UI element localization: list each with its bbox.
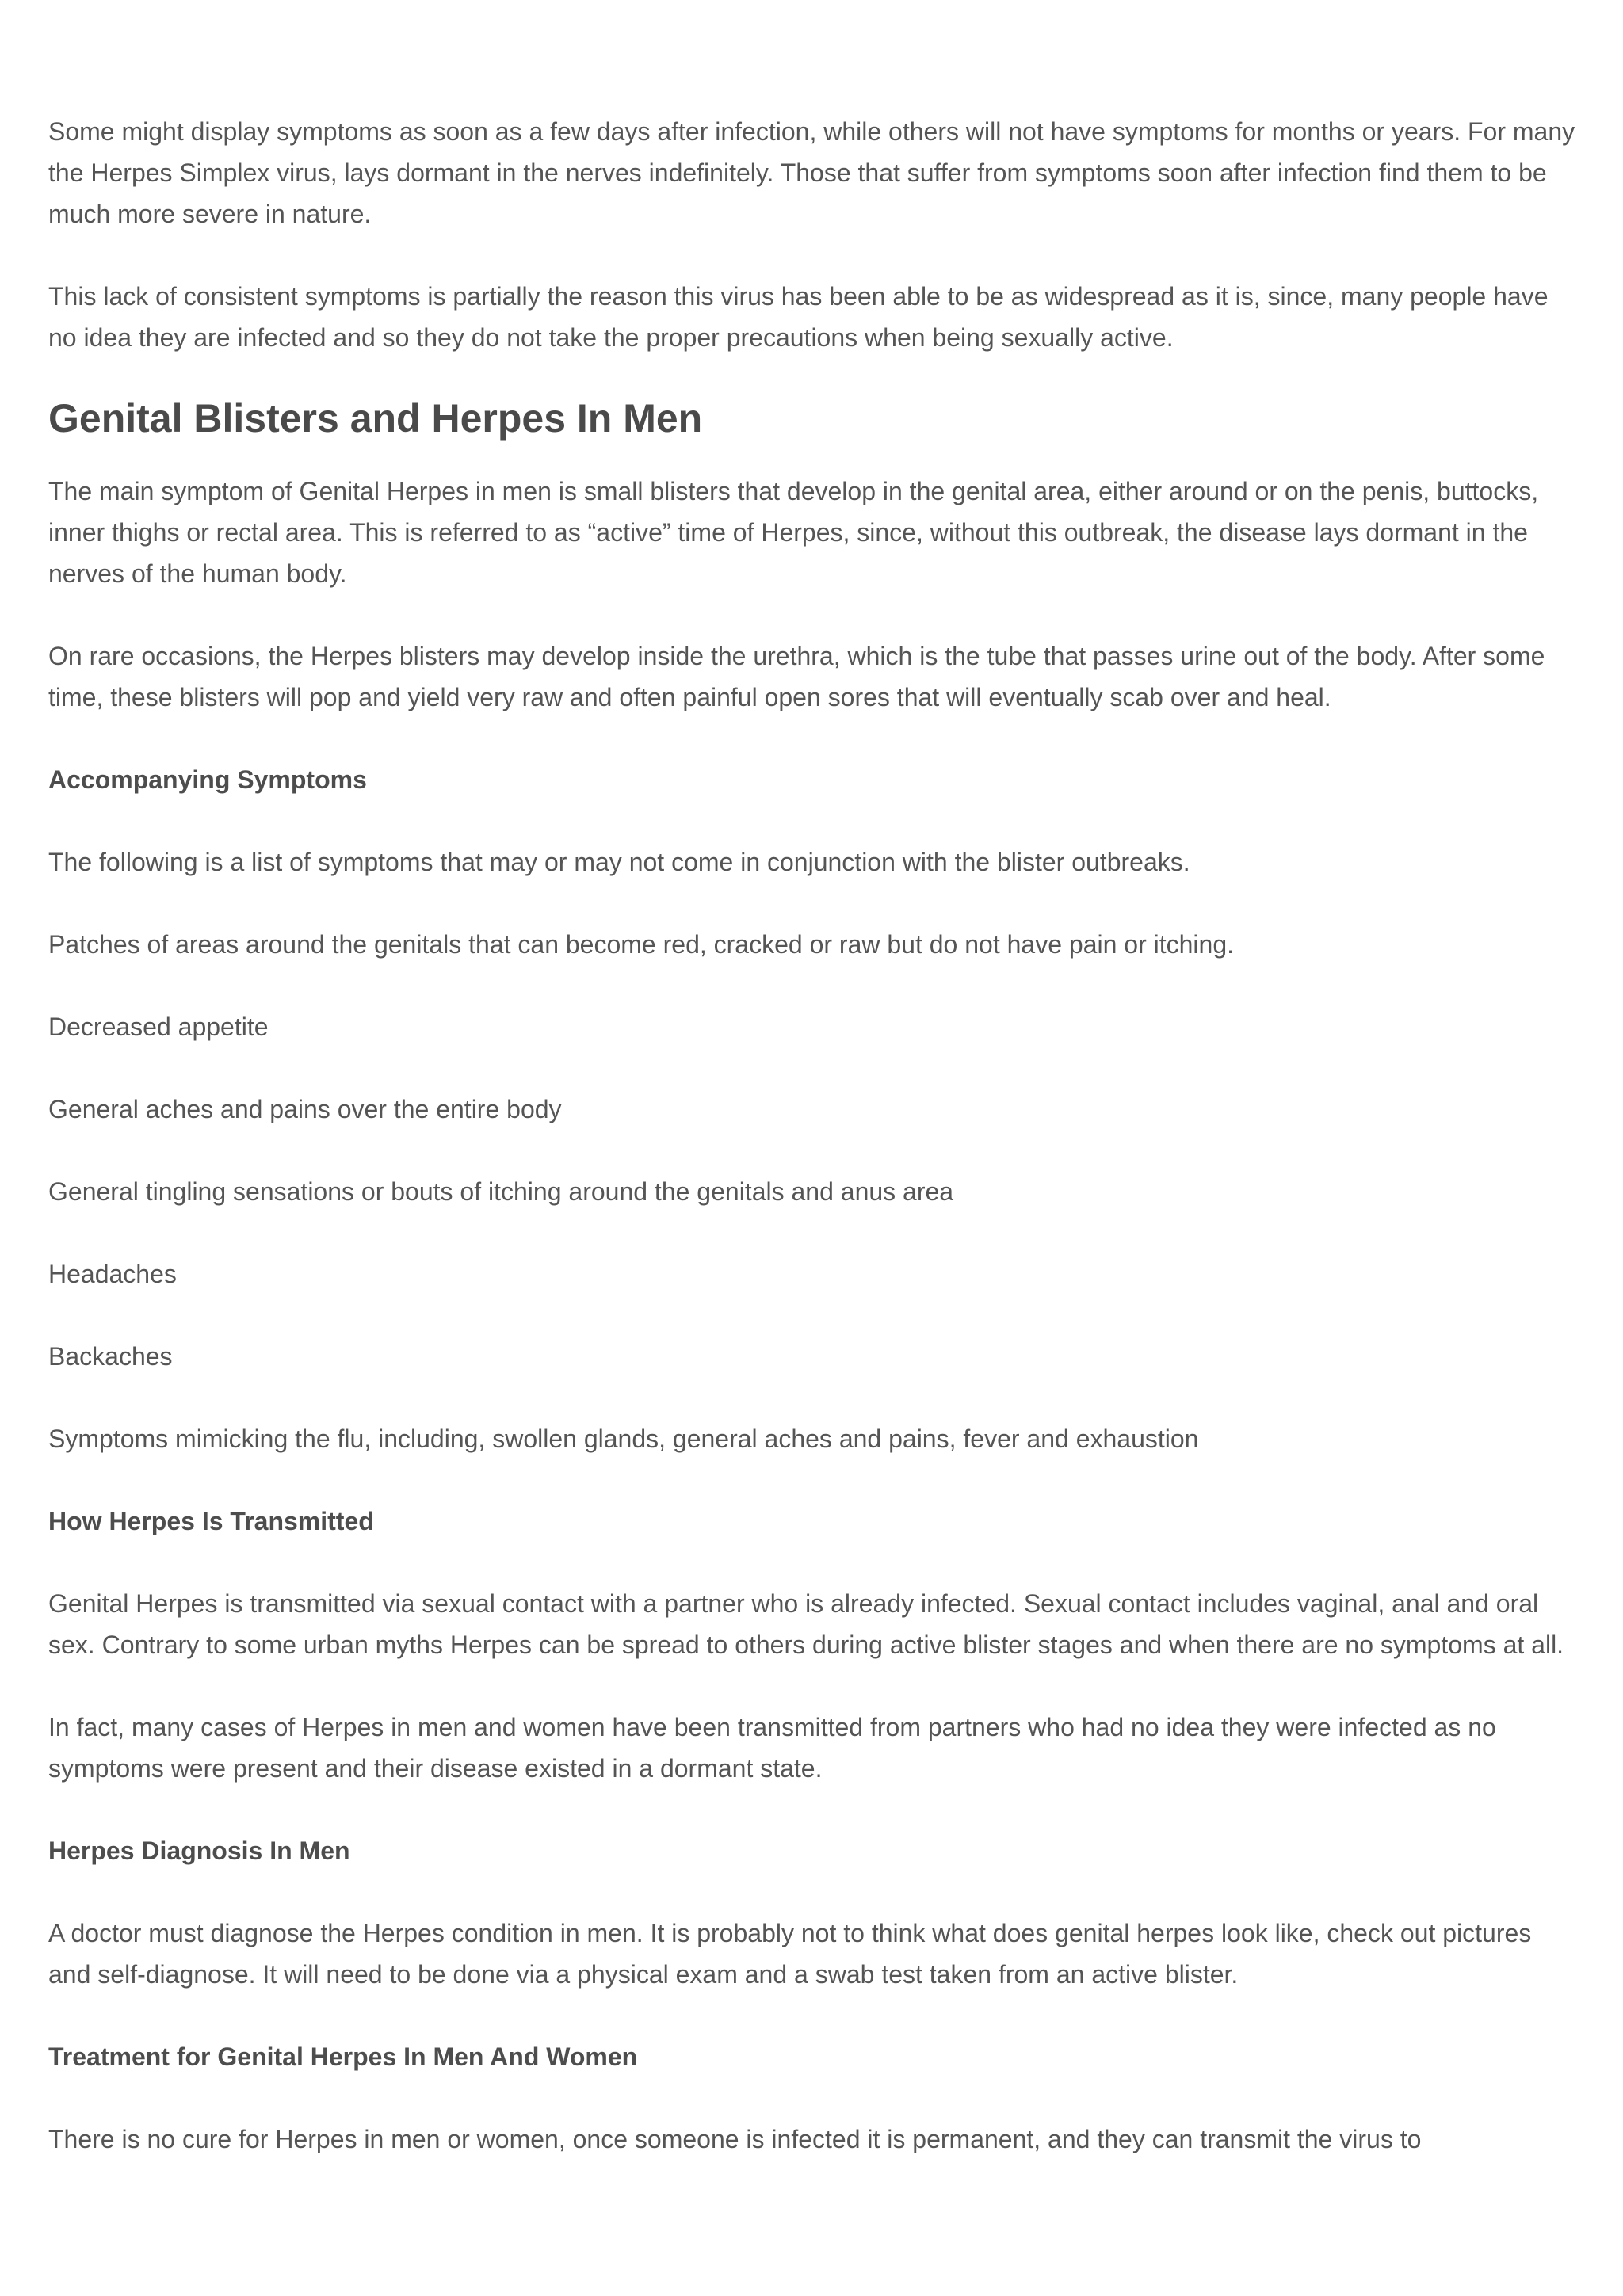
transmission-heading: How Herpes Is Transmitted (48, 1507, 374, 1535)
symptom-item: Decreased appetite (48, 1013, 269, 1041)
symptom-item: General aches and pains over the entire body (48, 1095, 562, 1123)
transmission-paragraph-2: In fact, many cases of Herpes in men and women have been transmitted from partners who had no idea they were infected as no symptoms were present and their disease existed in a dormant state. (48, 1713, 1496, 1783)
symptom-item: Symptoms mimicking the flu, including, swollen glands, general aches and pains, fever and exhaustion (48, 1425, 1199, 1453)
intro-paragraph-2: This lack of consistent symptoms is partially the reason this virus has been able to be as widespread as it is, since, many people have no idea they are infected and so they do not take the proper precautions when being sexually active. (48, 282, 1549, 352)
section-title: Genital Blisters and Herpes In Men (48, 396, 703, 441)
diagnosis-heading: Herpes Diagnosis In Men (48, 1836, 350, 1865)
section-paragraph-1: The main symptom of Genital Herpes in men is small blisters that develop in the genital area, either around or on the penis, buttocks, inner thighs or rectal area. This is referred to as “active” time of Herpes, since, without this outbreak, the disease lays dormant in the nerves of the human body. (48, 477, 1539, 588)
treatment-paragraph: There is no cure for Herpes in men or women, once someone is infected it is permanent, and they can transmit the virus to (48, 2125, 1422, 2153)
symptom-item: General tingling sensations or bouts of itching around the genitals and anus area (48, 1177, 954, 1206)
section-paragraph-2: On rare occasions, the Herpes blisters may develop inside the urethra, which is the tube that passes urine out of the body. After some time, these blisters will pop and yield very raw and often painful open sores that will eventually scab over and heal. (48, 642, 1545, 711)
symptom-item: Backaches (48, 1342, 173, 1371)
diagnosis-paragraph: A doctor must diagnose the Herpes condition in men. It is probably not to think what does genital herpes look like, check out pictures and self-diagnose. It will need to be done via a physical exam and a swab test taken from an active blister. (48, 1919, 1532, 1989)
treatment-heading: Treatment for Genital Herpes In Men And Women (48, 2042, 638, 2071)
intro-paragraph-1: Some might display symptoms as soon as a few days after infection, while others will not have symptoms for months or years. For many the Herpes Simplex virus, lays dormant in the nerves indefinitely. Those that suffer from symptoms soon after infection find them to be much more severe in nature. (48, 117, 1575, 228)
symptom-item: Headaches (48, 1260, 177, 1288)
transmission-paragraph-1: Genital Herpes is transmitted via sexual contact with a partner who is already infected. Sexual contact includes vaginal, anal and oral sex. Contrary to some urban myths Herpes can be spread to others during active blister stages and when there are no symptoms at all. (48, 1589, 1564, 1659)
accompanying-symptoms-intro: The following is a list of symptoms that may or may not come in conjunction with the blister outbreaks. (48, 848, 1190, 876)
symptom-item: Patches of areas around the genitals that can become red, cracked or raw but do not have pain or itching. (48, 930, 1235, 959)
accompanying-symptoms-heading: Accompanying Symptoms (48, 765, 367, 794)
